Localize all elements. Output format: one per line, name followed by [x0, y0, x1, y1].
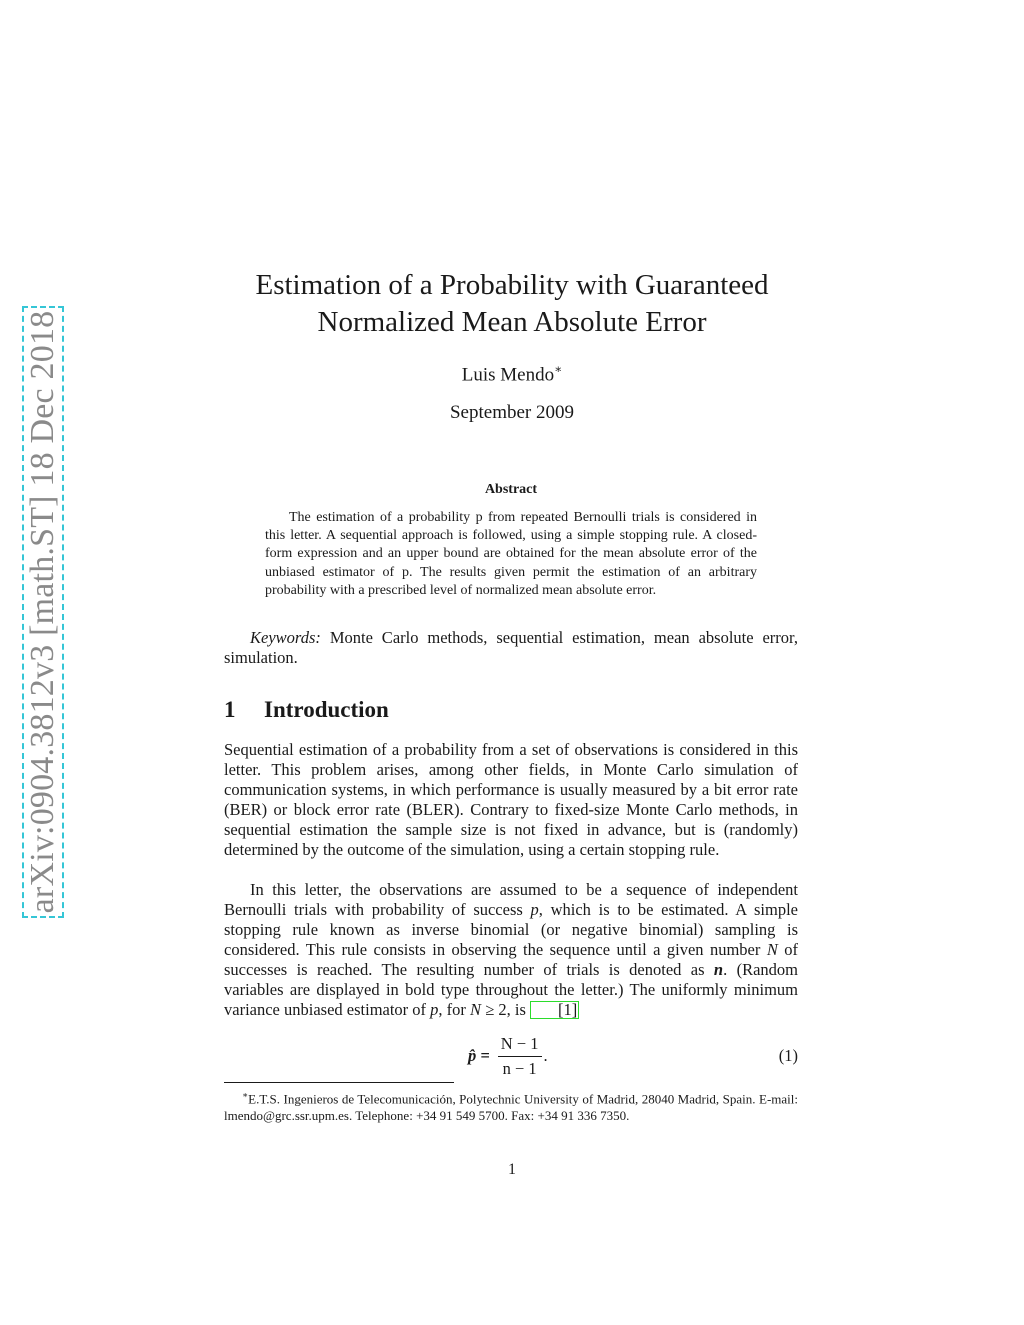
p2-text: . (Random variables are displayed in bold type throughout the letter.) The uniformly minimum variance unbiased estimator of	[224, 960, 798, 1019]
footnote-text: E.T.S. Ingenieros de Telecomunicación, Polytechnic University of Madrid, 28040 Madrid, Spain. E-mail: lmendo@grc.ssr.upm.es. Telephone: +34 91 549 5700. Fax: +34 91 336 7350.	[224, 1091, 798, 1124]
math-n-bold: n	[713, 960, 724, 979]
arxiv-stamp-container	[22, 306, 64, 918]
math-p: p	[530, 900, 539, 919]
keywords-text: Monte Carlo methods, sequential estimation, mean absolute error, simulation.	[224, 628, 798, 667]
section-heading	[224, 697, 389, 723]
section-title: Introduction	[264, 697, 389, 722]
abstract-text: The estimation of a probability p from repeated Bernoulli trials is considered in this letter. A sequential approach is followed, using a simple stopping rule. A closed-form expression and an upper bound are obtained for the mean absolute error of the unbiased estimator of p. The results given permit the estimation of an arbitrary probability with a prescribed level of normalized mean absolute error.	[265, 510, 757, 598]
abstract-heading: Abstract	[484, 482, 538, 497]
p2-text: In this letter, the observations are assumed to be a sequence of independent Bernoulli trials with probability of success	[224, 880, 798, 919]
intro-paragraph-2	[224, 880, 798, 1020]
title-line-1: Estimation of a Probability with Guaranteed	[255, 269, 769, 301]
publication-date: September 2009	[449, 402, 574, 423]
arxiv-stamp[interactable]: arXiv:0904.3812v3 [math.ST] 18 Dec 2018	[22, 306, 64, 918]
page-number: 1	[508, 1161, 516, 1178]
equation-fraction	[498, 1034, 542, 1079]
math-p: p	[430, 1000, 439, 1019]
section-number: 1	[224, 697, 236, 722]
equation-trailing-period: .	[543, 1046, 548, 1065]
author-footnote-mark[interactable]: ∗	[554, 362, 563, 376]
math-N: N	[766, 940, 778, 959]
keywords-label: Keywords:	[250, 628, 321, 647]
title-line-2: Normalized Mean Absolute Error	[317, 306, 707, 338]
footnote-divider	[224, 1082, 454, 1083]
paper-title	[200, 267, 824, 341]
equation-lhs: p̂ =	[468, 1046, 490, 1065]
author	[200, 362, 824, 386]
math-N: N	[470, 1000, 482, 1019]
footnote-mark: ∗	[242, 1090, 249, 1100]
p2-text: , which is to be estimated. A simple stopping rule known as inverse binomial (or negative binomial) sampling is considered. This rule consists in observing the sequence until a given number	[224, 900, 798, 959]
p2-text: ≥ 2, is	[481, 1000, 530, 1019]
citation-link[interactable]: [1]	[530, 1001, 579, 1019]
equation-1	[224, 1034, 798, 1078]
equation-body	[468, 1034, 548, 1078]
intro-paragraph-1: Sequential estimation of a probability from a set of observations is considered in this letter. This problem arises, among other fields, in Monte Carlo simulation of communication systems, in which performance is usually measured by a bit error rate (BER) or block error rate (BLER). Contrary to fixed-size Monte Carlo methods, in sequential estimation the sample size is not fixed in advance, but is (randomly) determined by the outcome of the simulation, using a certain stopping rule.	[224, 740, 798, 859]
p2-text: , for	[438, 1000, 471, 1019]
p2-text: of successes is reached. The resulting number of trials is denoted as	[224, 940, 798, 979]
fraction-numerator: N − 1	[498, 1034, 542, 1057]
author-name: Luis Mendo	[461, 364, 555, 386]
footnote	[224, 1087, 798, 1124]
equation-number: (1)	[778, 1046, 798, 1065]
fraction-denominator: n − 1	[502, 1058, 537, 1078]
keywords	[224, 628, 798, 668]
